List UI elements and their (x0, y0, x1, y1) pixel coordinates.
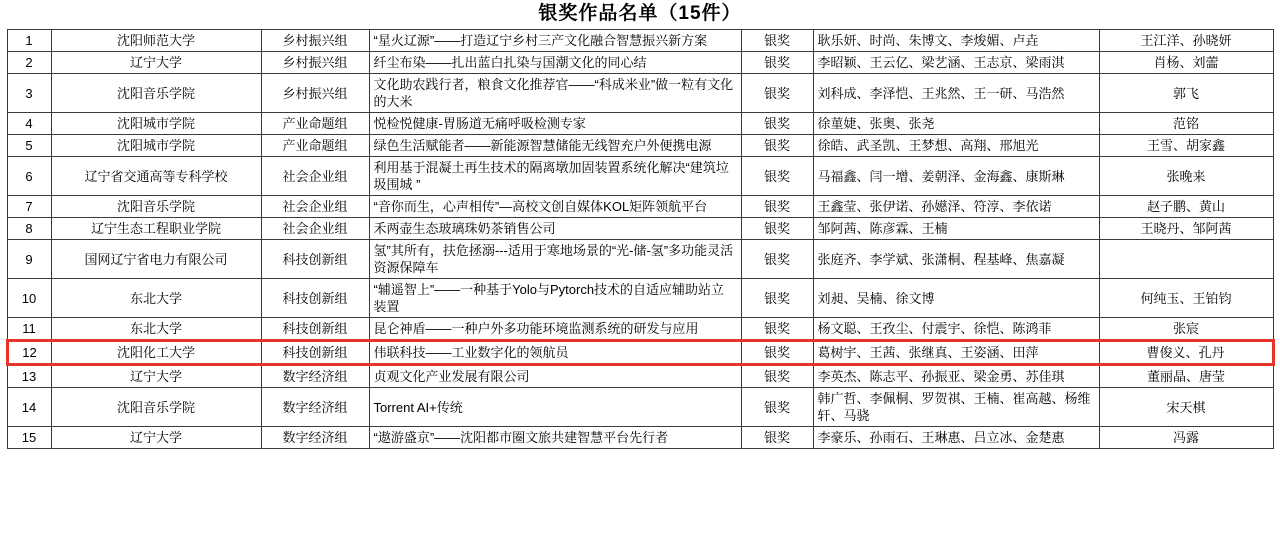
row-advisor: 张宸 (1099, 318, 1273, 341)
row-work-title: 伟联科技——工业数字化的领航员 (369, 341, 741, 365)
row-group: 数字经济组 (261, 388, 369, 427)
row-group: 科技创新组 (261, 318, 369, 341)
row-members: 徐菫婕、张奥、张尧 (813, 113, 1099, 135)
table-row (7, 196, 1273, 218)
row-number: 6 (7, 157, 51, 196)
table-row (7, 427, 1273, 449)
row-number: 11 (7, 318, 51, 341)
table-row (7, 135, 1273, 157)
row-members: 李豪乐、孙雨石、王琳惠、吕立冰、金楚惠 (813, 427, 1099, 449)
award-list-table (6, 29, 1275, 449)
table-row (7, 218, 1273, 240)
row-work-title: Torrent AI+传统 (369, 388, 741, 427)
table-row (7, 74, 1273, 113)
table-body (7, 30, 1273, 449)
row-members: 葛树宇、王茜、张继真、王姿涵、田萍 (813, 341, 1099, 365)
row-award: 银奖 (741, 74, 813, 113)
row-award: 银奖 (741, 341, 813, 365)
row-group: 乡村振兴组 (261, 52, 369, 74)
row-school: 沈阳城市学院 (51, 135, 261, 157)
row-members: 李昭颖、王云亿、梁艺涵、王志京、梁雨淇 (813, 52, 1099, 74)
row-number: 15 (7, 427, 51, 449)
row-school: 辽宁大学 (51, 365, 261, 388)
row-members: 王鑫莹、张伊诺、孙嬨泽、符淳、李依诺 (813, 196, 1099, 218)
row-group: 社会企业组 (261, 196, 369, 218)
row-award: 银奖 (741, 113, 813, 135)
row-work-title: 悦检悦健康-胃肠道无痛呼吸检测专家 (369, 113, 741, 135)
row-work-title: “音你而生，心声相传”—高校文创自媒体KOL矩阵领航平台 (369, 196, 741, 218)
row-work-title: “辅遥智上”——一种基于Yolo与Pytorch技术的自适应辅助站立装置 (369, 279, 741, 318)
row-award: 银奖 (741, 279, 813, 318)
row-advisor: 冯露 (1099, 427, 1273, 449)
row-number: 8 (7, 218, 51, 240)
table-row (7, 388, 1273, 427)
row-advisor: 张晚来 (1099, 157, 1273, 196)
row-work-title: “遨游盛京”——沈阳都市圈文旅共建智慧平台先行者 (369, 427, 741, 449)
row-award: 银奖 (741, 318, 813, 341)
row-number: 9 (7, 240, 51, 279)
row-award: 银奖 (741, 240, 813, 279)
row-advisor: 肖杨、刘蘦 (1099, 52, 1273, 74)
row-award: 银奖 (741, 365, 813, 388)
row-members: 李英杰、陈志平、孙振亚、梁金勇、苏佳琪 (813, 365, 1099, 388)
row-group: 产业命题组 (261, 135, 369, 157)
row-group: 科技创新组 (261, 279, 369, 318)
row-award: 银奖 (741, 427, 813, 449)
row-number: 1 (7, 30, 51, 52)
row-advisor: 赵子鹏、黄山 (1099, 196, 1273, 218)
row-school: 东北大学 (51, 318, 261, 341)
row-number: 12 (7, 341, 51, 365)
row-advisor: 宋天棋 (1099, 388, 1273, 427)
row-advisor (1099, 240, 1273, 279)
row-group: 数字经济组 (261, 427, 369, 449)
table-row (7, 157, 1273, 196)
row-members: 马福鑫、闫一增、姜朝泽、金海鑫、康斯琳 (813, 157, 1099, 196)
row-school: 辽宁生态工程职业学院 (51, 218, 261, 240)
row-award: 银奖 (741, 388, 813, 427)
row-number: 7 (7, 196, 51, 218)
row-group: 乡村振兴组 (261, 30, 369, 52)
row-advisor: 王雪、胡家鑫 (1099, 135, 1273, 157)
row-work-title: 利用基于混凝土再生技术的隔离墩加固装置系统化解决“建筑垃圾围城 ” (369, 157, 741, 196)
row-work-title: 文化助农践行者，粮食文化推荐官——“科成米业”做一粒有文化的大米 (369, 74, 741, 113)
table-row (7, 279, 1273, 318)
table-row (7, 318, 1273, 341)
row-members: 徐皓、武圣凯、王梦想、高翔、邢旭光 (813, 135, 1099, 157)
row-group: 产业命题组 (261, 113, 369, 135)
row-members: 刘昶、吴楠、徐文博 (813, 279, 1099, 318)
row-award: 银奖 (741, 52, 813, 74)
row-school: 东北大学 (51, 279, 261, 318)
row-advisor: 曹俊义、孔丹 (1099, 341, 1273, 365)
row-school: 沈阳音乐学院 (51, 388, 261, 427)
row-award: 银奖 (741, 135, 813, 157)
row-advisor: 王江洋、孙晓妍 (1099, 30, 1273, 52)
row-school: 辽宁省交通高等专科学校 (51, 157, 261, 196)
row-number: 13 (7, 365, 51, 388)
row-members: 杨文聪、王孜尘、付震宇、徐恺、陈鸿菲 (813, 318, 1099, 341)
row-group: 社会企业组 (261, 157, 369, 196)
row-school: 沈阳城市学院 (51, 113, 261, 135)
row-school: 沈阳化工大学 (51, 341, 261, 365)
row-advisor: 王晓丹、邹阿茜 (1099, 218, 1273, 240)
page-title: 银奖作品名单（15件） (538, 3, 742, 24)
row-number: 3 (7, 74, 51, 113)
row-work-title: 绿色生活赋能者——新能源智慧储能无线智充户外便携电源 (369, 135, 741, 157)
row-school: 沈阳师范大学 (51, 30, 261, 52)
row-number: 4 (7, 113, 51, 135)
row-members: 刘科成、李泽恺、王兆然、王一研、马浩然 (813, 74, 1099, 113)
row-school: 辽宁大学 (51, 427, 261, 449)
row-school: 辽宁大学 (51, 52, 261, 74)
row-award: 银奖 (741, 196, 813, 218)
row-award: 银奖 (741, 30, 813, 52)
row-advisor: 董丽晶、唐莹 (1099, 365, 1273, 388)
row-number: 5 (7, 135, 51, 157)
row-members: 耿乐妍、时尚、朱博文、李焌媚、卢垚 (813, 30, 1099, 52)
row-group: 数字经济组 (261, 365, 369, 388)
row-number: 10 (7, 279, 51, 318)
row-advisor: 范铭 (1099, 113, 1273, 135)
row-award: 银奖 (741, 157, 813, 196)
row-number: 2 (7, 52, 51, 74)
row-school: 沈阳音乐学院 (51, 196, 261, 218)
row-school: 国网辽宁省电力有限公司 (51, 240, 261, 279)
table-row (7, 240, 1273, 279)
row-group: 社会企业组 (261, 218, 369, 240)
row-group: 乡村振兴组 (261, 74, 369, 113)
table-row-highlighted (7, 341, 1273, 365)
table-row (7, 113, 1273, 135)
row-members: 韩广哲、李佩桐、罗贺祺、王楠、崔高越、杨维轩、马骁 (813, 388, 1099, 427)
row-number: 14 (7, 388, 51, 427)
table-row (7, 52, 1273, 74)
row-group: 科技创新组 (261, 341, 369, 365)
row-advisor: 郭飞 (1099, 74, 1273, 113)
table-row (7, 365, 1273, 388)
table-row (7, 30, 1273, 52)
row-group: 科技创新组 (261, 240, 369, 279)
row-school: 沈阳音乐学院 (51, 74, 261, 113)
row-work-title: 禾两壶生态玻璃珠奶茶销售公司 (369, 218, 741, 240)
row-advisor: 何纯玉、王铂钧 (1099, 279, 1273, 318)
row-members: 邹阿茜、陈彦霖、王楠 (813, 218, 1099, 240)
row-members: 张庭齐、李学斌、张潇桐、程基峰、焦嘉凝 (813, 240, 1099, 279)
row-work-title: 氢”其所有，扶危拯溺---适用于寒地场景的“光-储-氢”多功能灵活资源保障车 (369, 240, 741, 279)
row-work-title: 昆仑神盾——一种户外多功能环境监测系统的研发与应用 (369, 318, 741, 341)
row-work-title: 纤尘布染——扎出蓝白扎染与国潮文化的同心结 (369, 52, 741, 74)
row-work-title: “星火辽源”——打造辽宁乡村三产文化融合智慧振兴新方案 (369, 30, 741, 52)
row-work-title: 贞观文化产业发展有限公司 (369, 365, 741, 388)
row-award: 银奖 (741, 218, 813, 240)
